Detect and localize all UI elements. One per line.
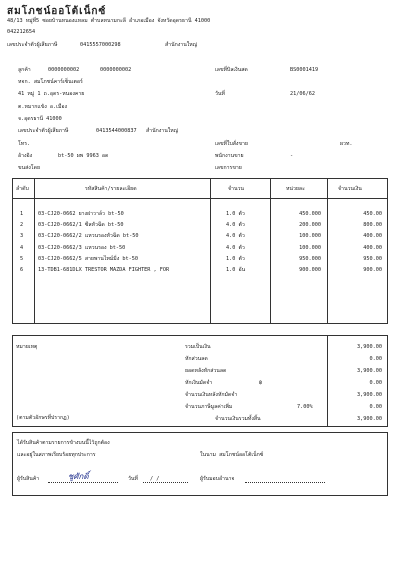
row-description: 03-CJ20-0662/2 แหวนรองหัวฉีด bt-50 <box>38 233 139 240</box>
company-phone: 042212654 <box>7 29 36 35</box>
row-unit-price: 900.000 <box>299 267 321 273</box>
customer-branch: สำนักงานใหญ่ <box>146 128 179 134</box>
row-no: 1 <box>20 211 24 217</box>
row-amount: 400.00 <box>363 233 382 240</box>
row-qty: 4.0 ตัว <box>226 244 245 251</box>
deposit-mark: ฿ <box>259 380 263 386</box>
receiver-date-blank: / / <box>150 476 160 482</box>
salesperson-label: พนักงานขาย <box>215 153 244 159</box>
row-description: 03-CJ20-0662 ยางฝาวาล์ว bt-50 <box>38 211 124 217</box>
received-statement-1: ได้รับสินค้าตามรายการข้างบนนี้ไว้ถูกต้อง <box>17 440 110 446</box>
company-branch: สำนักงานใหญ่ <box>165 42 198 48</box>
row-amount: 950.00 <box>363 255 382 262</box>
row-amount: 400.00 <box>363 244 382 251</box>
customer-tax-label: เลขประจำตัวผู้เสียภาษี <box>18 128 69 134</box>
vat-label: จำนวนภาษีมูลค่าเพิ่ม <box>185 404 233 410</box>
row-amount: 450.00 <box>363 211 382 217</box>
row-amount: 900.00 <box>363 267 382 273</box>
row-description: 03-CJ20-0662/1 ซีลหัวฉีด bt-50 <box>38 222 124 229</box>
deposit-label: หักเงินมัดจำ <box>185 380 213 386</box>
col-header-no: ลำดับ <box>16 186 29 192</box>
subtotal-value: 3,900.00 <box>357 344 382 350</box>
customer-code-2: 0000000002 <box>100 67 132 73</box>
after-discount-value: 3,900.00 <box>357 368 382 374</box>
row-amount: 800.00 <box>363 222 382 229</box>
doc-date-label: วันที่ <box>215 91 225 97</box>
receiver-signature: ชูศักดิ์ <box>68 472 89 481</box>
row-qty: 1.0 อัน <box>226 267 246 273</box>
company-sign-label: ในนาม สมโภชน์ออโต้เน็กซ์ <box>200 452 264 458</box>
customer-code: 0000000002 <box>48 67 80 73</box>
remark-note: (ตามตัวอักษรที่ปรากฏ) <box>16 415 70 421</box>
row-no: 6 <box>20 267 24 273</box>
authorized-label: ผู้รับมอบอำนาจ <box>200 476 235 482</box>
customer-address-3: จ.อุดรธานี 41000 <box>18 116 62 122</box>
row-unit-price: 450.000 <box>299 211 321 217</box>
row-unit-price: 950.000 <box>299 255 321 262</box>
doc-number-label: เลขที่บิลเงินสด <box>215 67 248 73</box>
customer-name: หจก. สมโภชน์คาร์เซ็นเตอร์ <box>18 79 83 85</box>
row-no: 2 <box>20 222 24 229</box>
remark-label: หมายเหตุ <box>16 344 38 350</box>
row-qty: 1.0 ตัว <box>226 255 245 262</box>
grand-total-value: 3,900.00 <box>357 416 382 422</box>
customer-address-1: 41 หมู่ 1 ถ.อุดร-หนองคาย <box>18 91 85 97</box>
row-no: 3 <box>20 233 24 240</box>
row-unit-price: 200.000 <box>299 222 321 229</box>
row-unit-price: 100.000 <box>299 233 321 240</box>
vat-value: 0.00 <box>369 404 382 410</box>
salesperson-value: - <box>290 153 294 159</box>
vat-rate: 7.00% <box>297 404 313 410</box>
col-header-qty: จำนวน <box>228 186 244 192</box>
row-description: 13-TDB1-681DLX TRESTOR MAZDA FIGHTER , FOR <box>38 267 170 273</box>
col-header-description: รหัสสินค้า/รายละเอียด <box>85 186 137 192</box>
sale-number-label: เลขการขาย <box>215 165 242 171</box>
subtotal-label: รวมเป็นเงิน <box>185 344 211 350</box>
company-tax-label: เลขประจำตัวผู้เสียภาษี <box>7 42 58 48</box>
reference-label: อ้างอิง <box>18 153 33 159</box>
row-description: 03-CJ20-0662/3 แหวนรอง bt-50 <box>38 244 126 251</box>
row-description: 03-CJ20-0662/5 สายพานไทม์มิ่ง bt-50 <box>38 255 138 262</box>
customer-phone-label: โทร. <box>18 141 31 147</box>
doc-number: BS0001419 <box>290 67 319 73</box>
col-header-unit-price: หน่วยละ <box>286 186 305 192</box>
received-statement-2: และอยู่ในสภาพเรียบร้อยทุกประการ <box>17 452 96 458</box>
grand-total-label: จำนวนเงินรวมทั้งสิ้น <box>215 416 261 422</box>
row-no: 5 <box>20 255 24 262</box>
row-unit-price: 100.000 <box>299 244 321 251</box>
company-tax-id: 0415557000298 <box>80 42 121 48</box>
shipping-label: ขนส่งโดย <box>18 165 40 171</box>
row-qty: 1.0 ตัว <box>226 211 245 217</box>
items-table <box>12 178 388 324</box>
reference-value: bt-50 ผพ 9963 อด <box>58 153 109 159</box>
after-discount-label: ยอดหลังหักส่วนลด <box>185 368 227 374</box>
col-header-amount: จำนวนเงิน <box>338 186 362 192</box>
row-qty: 4.0 ตัว <box>226 222 245 229</box>
deposit-value: 0.00 <box>369 380 382 386</box>
row-qty: 4.0 ตัว <box>226 233 245 240</box>
after-deposit-label: จำนวนเงินหลังหักมัดจำ <box>185 392 238 398</box>
customer-tax-id: 0413544000837 <box>96 128 137 134</box>
company-name: สมโภชน์ออโต้เน็กซ์ <box>7 6 107 17</box>
doc-date: 21/06/62 <box>290 91 315 97</box>
discount-value: 0.00 <box>369 356 382 362</box>
company-address: 48/13 หมู่ที่5 ซอยบ้านหนองแหลม ตำบลหนามกะลี อำเภอเมือง จังหวัดอุดรธานี 41000 <box>7 18 211 24</box>
order-number-label: เลขที่ใบสั่งขาย <box>215 141 248 147</box>
after-deposit-value: 3,900.00 <box>357 392 382 398</box>
credit-label: ผวท. <box>340 141 353 147</box>
discount-label: หักส่วนลด <box>185 356 208 362</box>
receiver-date-label: วันที่ <box>128 476 138 482</box>
customer-address-2: ต.หมากแข้ง อ.เมือง <box>18 104 68 110</box>
receiver-label: ผู้รับสินค้า <box>17 476 40 482</box>
row-no: 4 <box>20 244 24 251</box>
customer-code-label: ลูกค้า <box>18 67 31 73</box>
